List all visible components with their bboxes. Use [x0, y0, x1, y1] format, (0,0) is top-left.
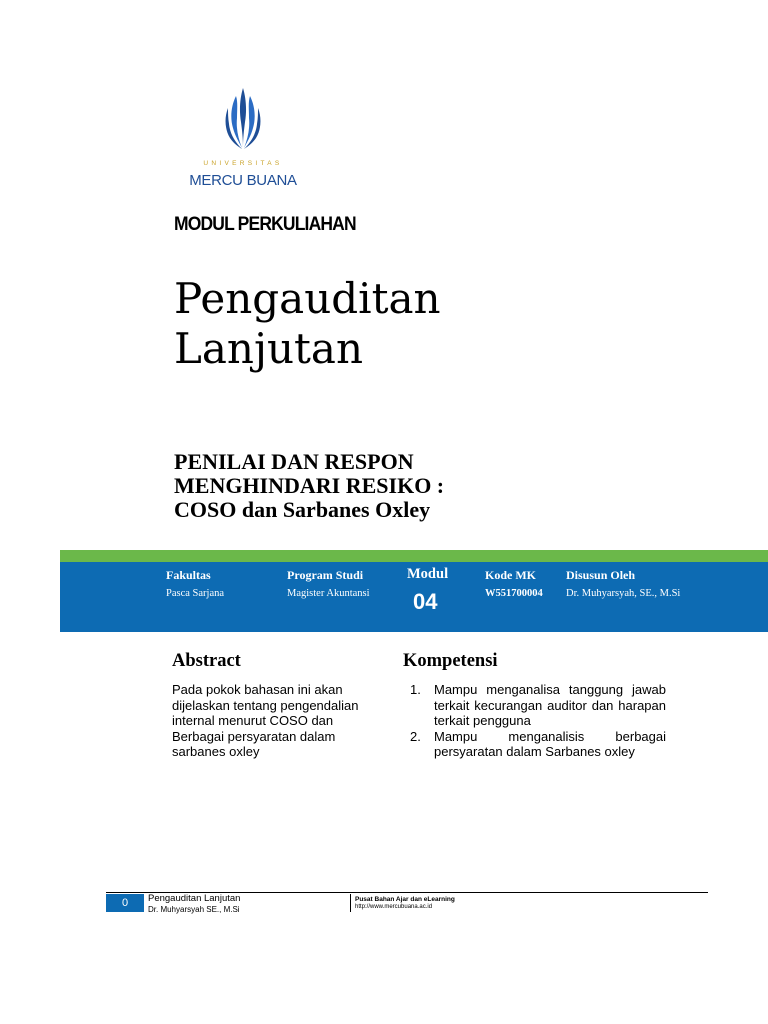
abstract-line: Berbagai persyaratan dalam	[172, 728, 336, 744]
logo-name-text: MERCU BUANA	[189, 172, 297, 189]
subtitle-line-1: PENILAI DAN RESPON	[174, 449, 414, 474]
abstract-heading: Abstract	[172, 651, 241, 671]
fakultas-label: Fakultas	[166, 568, 211, 582]
green-accent-bar	[60, 550, 768, 562]
logo-universitas-text: UNIVERSITAS	[203, 160, 283, 167]
mercu-buana-emblem-icon	[222, 88, 264, 150]
disusun-oleh-value: Dr. Muhyarsyah, SE., M.Si	[566, 588, 681, 599]
abstract-text	[172, 682, 392, 760]
footer-center-name: Pusat Bahan Ajar dan eLearning	[355, 896, 455, 903]
university-logo	[174, 88, 312, 198]
kompetensi-number: 2.	[410, 728, 421, 744]
kompetensi-list	[408, 682, 666, 760]
course-title-line-1: Pengauditan	[174, 274, 441, 323]
kompetensi-heading: Kompetensi	[403, 651, 498, 671]
kode-mk-value: W551700004	[485, 588, 543, 599]
disusun-oleh-label: Disusun Oleh	[566, 568, 636, 582]
document-label: MODUL PERKULIAHAN	[174, 214, 356, 235]
kompetensi-item	[408, 682, 666, 729]
program-studi-value: Magister Akuntansi	[287, 588, 370, 599]
kompetensi-item	[408, 729, 666, 760]
kompetensi-text: Mampu menganalisa tanggung jawab terkait kecurangan auditor dan harapan terkait pengguna	[434, 682, 666, 728]
subtitle-line-2: MENGHINDARI RESIKO :	[174, 473, 445, 498]
subtitle-line-3: COSO dan Sarbanes Oxley	[174, 497, 431, 522]
modul-label: Modul	[407, 566, 449, 582]
fakultas-value: Pasca Sarjana	[166, 588, 225, 599]
kode-mk-label: Kode MK	[485, 568, 536, 582]
program-studi-label: Program Studi	[287, 568, 364, 582]
course-title	[174, 274, 654, 374]
abstract-line: dijelaskan tentang pengendalian	[172, 697, 359, 713]
footer-course: Pengauditan Lanjutan	[148, 893, 241, 904]
kompetensi-text: Mampu menganalisis berbagai persyaratan dalam Sarbanes oxley	[434, 728, 666, 759]
page-number: 0	[106, 894, 144, 912]
info-band	[60, 562, 768, 632]
kompetensi-number: 1.	[410, 682, 421, 697]
footer-author: Dr. Muhyarsyah SE., M.Si	[148, 905, 240, 914]
abstract-line: Pada pokok bahasan ini akan	[172, 682, 343, 697]
module-subtitle	[174, 450, 594, 522]
modul-number: 04	[413, 589, 438, 614]
abstract-line: internal menurut COSO dan	[172, 713, 334, 728]
footer-url-link[interactable]: http://www.mercubuana.ac.id	[355, 904, 433, 910]
footer-separator	[350, 894, 351, 912]
abstract-line: sarbanes oxley	[172, 744, 260, 759]
course-title-line-2: Lanjutan	[174, 324, 364, 373]
